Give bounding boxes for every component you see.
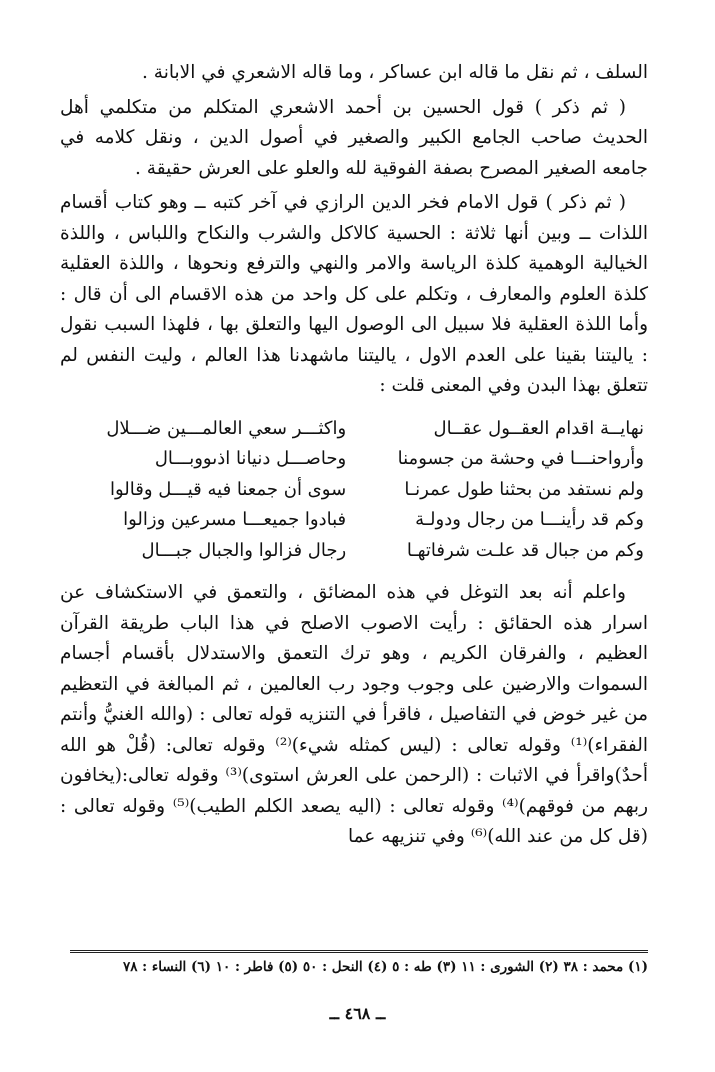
verse-second-hemistich: فبادوا جميعـــا مسرعين وزالوا	[123, 509, 347, 530]
footnotes: (١) محمد : ٣٨ (٢) الشورى : ١١ (٣) طه : ٥ (٤) النحل : ٥٠ (٥) فاطر : ١٠ (٦) النساء : ٧٨	[122, 959, 648, 975]
verse-second-hemistich: واكثـــر سعي العالمـــين ضـــلال	[106, 417, 347, 439]
verse-second-hemistich: رجال فزالوا والجبال جبـــال	[141, 539, 347, 561]
verse-first-hemistich: وكم من جبال قد علـت شرفاتهـا	[406, 539, 644, 561]
verse-first-hemistich: نهايــة اقدام العقــول عقــال	[433, 417, 644, 439]
poem-verse	[60, 536, 644, 567]
page-number: ــ ٤٦٨ ــ	[329, 1004, 386, 1023]
paragraph-3: ( ثم ذكر ) قول الامام فخر الدين الرازي في آخر كتبه ــ وهو كتاب أقسام اللذات ــ وبين أنها ثلاثة : الحسية كالاكل والشرب والنكاح واللباس ، واللذة الخيالية الوهمية كلذة الرياسة والامر والنهي والترفع ونحوها ، واللذة العقلية كلذة العلوم والمعارف ، وتكلم على كل واحد من هذه الاقسام الى أن قال : وأما اللذة العقلية فلا سبيل الى الوصول اليها والتعلق بها ، فلهذا السبب نقول : ياليتنا بقينا على العدم الاول ، ياليتنا ماشهدنا هذا العالم ، وليت النفس لم تتعلق بهذا البدن وفي المعنى قلت :	[60, 192, 648, 396]
footnote-divider	[70, 950, 648, 953]
paragraph-1: السلف ، ثم نقل ما قاله ابن عساكر ، وما قاله الاشعري في الابانة .	[142, 62, 648, 83]
verse-first-hemistich: ولم نستفد من بحثنا طول عمرنـا	[404, 478, 644, 500]
verse-second-hemistich: وحاصـــل دنيانا اذىووبـــال	[154, 448, 347, 469]
poem-verse	[60, 444, 644, 475]
poem	[60, 414, 644, 567]
page-body	[60, 58, 648, 853]
poem-verse	[60, 414, 644, 445]
paragraph-2: ( ثم ذكر ) قول الحسين بن أحمد الاشعري المتكلم من متكلمي أهل الحديث صاحب الجامع الكبير والصغير في أصول الدين ، ونقل كلامه في جامعه الصغير المصرح بصفة الفوقية لله والعلو على العرش حقيقة .	[60, 96, 648, 179]
verse-second-hemistich: سوى أن جمعنا فيه قيـــل وقالوا	[109, 478, 347, 500]
paragraph-4: واعلم أنه بعد التوغل في هذه المضائق ، والتعمق في الاستكشاف عن اسرار هذه الحقائق : رأيت الاصوب الاصلح في هذا الباب طريقة القرآن العظيم ، والفرقان الكريم ، وهو ترك التعمق والاستدلال بأقسام أجسام السموات والارضين على وجوب وجود رب العالمين ، ثم المبالغة في التعظيم من غير خوض في التفاصيل ، فاقرأ في التنزيه قوله تعالى : (والله الغنيُّ وأنتم الفقراء)⁽¹⁾ وقوله تعالى : (ليس كمثله شيء)⁽²⁾ وقوله تعالى: (قُلْ هو الله أحدٌ)واقرأ في الاثبات : (الرحمن على العرش استوى)⁽³⁾ وقوله تعالى:(يخافون ربهم من فوقهم)⁽⁴⁾ وقوله تعالى : (اليه يصعد الكلم الطيب)⁽⁵⁾ وقوله تعالى : (قل كل من عند الله)⁽⁶⁾ وفي تنزيهه عما	[60, 582, 649, 847]
poem-verse	[60, 475, 644, 506]
verse-first-hemistich: وكم قد رأينـــا من رجال ودولـة	[415, 509, 644, 530]
verse-first-hemistich: وأرواحنـــا في وحشة من جسومنا	[397, 448, 644, 469]
poem-verse	[60, 505, 644, 536]
